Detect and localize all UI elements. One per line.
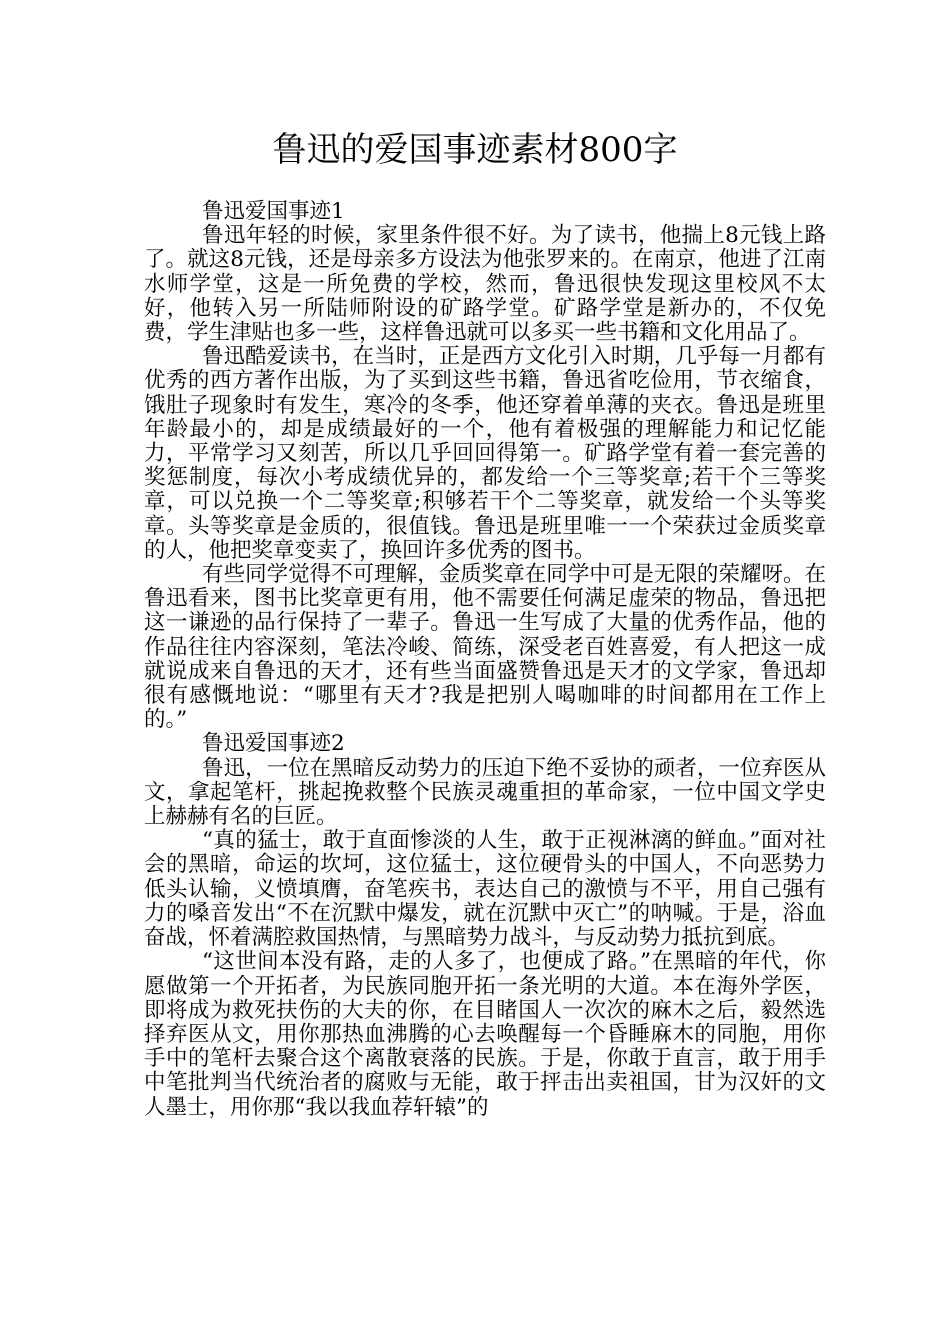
section-heading: 鲁迅爱国事迹1 xyxy=(202,199,345,224)
section-heading: 鲁迅爱国事迹2 xyxy=(202,731,345,757)
body-paragraph: 有些同学觉得不可理解，金质奖章在同学中可是无限的荣耀呀。在鲁迅看来，图书比奖章更有用，他不需要任何满足虚荣的物品，鲁迅把这一谦逊的品行保持了一辈子。鲁迅一生写成了大量的优秀作品，他的作品往往内容深刻，笔法冷峻、简练，深受老百姓喜爱，有人把这一成就说成来自鲁迅的天才，还有些当面盛赞鲁迅是天才的文学家，鲁迅却很有感慨地说：“哪里有天才?我是把别人喝咖啡的时间都用在工作上的。” xyxy=(144,562,826,733)
body-paragraph: 鲁迅年轻的时候，家里条件很不好。为了读书，他揣上8元钱上路了。就这8元钱，还是母亲多方设法为他张罗来的。在南京，他进了江南水师学堂，这是一所免费的学校，然而，鲁迅很快发现这里校风不太好，他转入另一所陆师附设的矿路学堂。矿路学堂是新办的，不仅免费，学生津贴也多一些，这样鲁迅就可以多买一些书籍和文化用品了。 xyxy=(144,223,826,346)
body-paragraph: 鲁迅，一位在黑暗反动势力的压迫下绝不妥协的顽者，一位弃医从文，拿起笔杆，挑起挽救整个民族灵魂重担的革命家，一位中国文学史上赫赫有名的巨匠。 xyxy=(144,755,826,830)
body-paragraph: “真的猛士，敢于直面惨淡的人生，敢于正视淋漓的鲜血。”面对社会的黑暗，命运的坎坷，这位猛士，这位硬骨头的中国人，不向恶势力低头认输，义愤填膺，奋笔疾书，表达自己的激愤与不平，用自己强有力的嗓音发出“不在沉默中爆发，就在沉默中灭亡”的呐喊。于是，浴血奋战，怀着满腔救国热情，与黑暗势力战斗，与反动势力抵抗到底。 xyxy=(144,828,826,951)
document-title: 鲁迅的爱国事迹素材800字 xyxy=(272,130,678,170)
document-body xyxy=(144,200,826,1120)
body-paragraph: “这世间本没有路，走的人多了，也便成了路。”在黑暗的年代，你愿做第一个开拓者，为民族同胞开拓一条光明的大道。本在海外学医，即将成为救死扶伤的大夫的你，在目睹国人一次次的麻木之后，毅然选择弃医从文，用你那热血沸腾的心去唤醒每一个昏睡麻木的同胞，用你手中的笔杆去聚合这个离散衰落的民族。于是，你敢于直言，敢于用手中笔批判当代统治者的腐败与无能，敢于抨击出卖祖国，甘为汉奸的文人墨士，用你那“我以我血荐轩辕”的 xyxy=(144,949,826,1120)
body-paragraph: 鲁迅酷爱读书，在当时，正是西方文化引入时期，几乎每一月都有优秀的西方著作出版，为了买到这些书籍，鲁迅省吃俭用，节衣缩食，饿肚子现象时有发生，寒冷的冬季，他还穿着单薄的夹衣。鲁迅是班里年龄最小的，却是成绩最好的一个，他有着极强的理解能力和记忆能力，平常学习又刻苦，所以几乎回回得第一。矿路学堂有着一套完善的奖惩制度，每次小考成绩优异的，都发给一个三等奖章;若干个三等奖章，可以兑换一个二等奖章;积够若干个二等奖章，就发给一个头等奖章。头等奖章是金质的，很值钱。鲁迅是班里唯一一个荣获过金质奖章的人，他把奖章变卖了，换回许多优秀的图书。 xyxy=(144,344,826,563)
